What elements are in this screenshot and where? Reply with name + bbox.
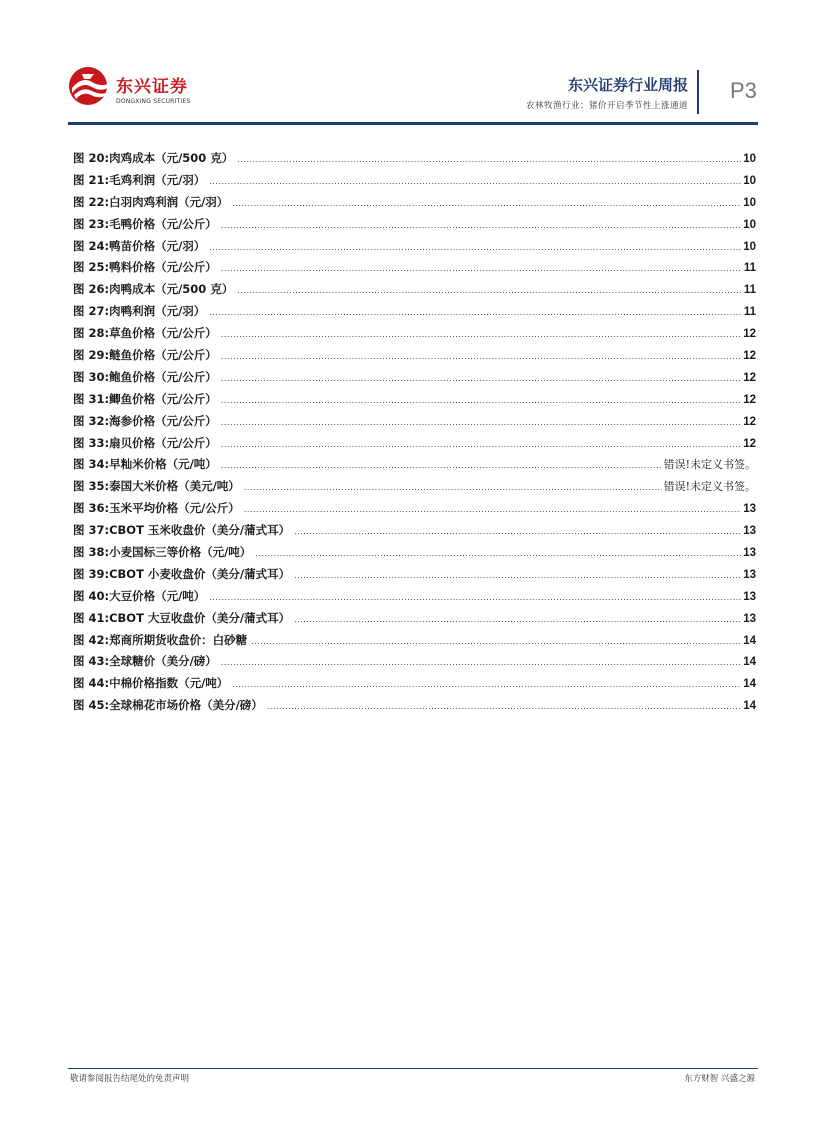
toc-entry-page: 13 [743, 547, 756, 560]
toc-entry-page: 12 [743, 328, 756, 341]
toc-leader-dots [221, 396, 741, 405]
toc-entry-label: 图 37:CBOT 玉米收盘价（美分/蒲式耳） [73, 523, 291, 538]
toc-entry[interactable] [73, 194, 756, 216]
toc-entry[interactable] [73, 303, 756, 325]
toc-entry-page: 12 [743, 415, 756, 428]
toc-leader-dots [221, 658, 741, 667]
toc-entry-page: 10 [743, 196, 756, 209]
toc-entry-label: 图 22:白羽肉鸡利润（元/羽） [73, 194, 229, 209]
toc-entry-page: 12 [743, 393, 756, 406]
toc-leader-dots [221, 221, 741, 230]
toc-entry-page: 错误!未定义书签。 [663, 458, 756, 472]
toc-entry[interactable] [73, 500, 756, 522]
toc-entry[interactable] [73, 697, 756, 719]
toc-entry-page: 14 [743, 634, 756, 647]
toc-entry-label: 图 28:草鱼价格（元/公斤） [73, 326, 217, 341]
toc-entry[interactable] [73, 347, 756, 369]
toc-entry-label: 图 24:鸭苗价格（元/羽） [73, 238, 206, 253]
toc-leader-dots [209, 177, 741, 186]
toc-leader-dots [209, 593, 741, 602]
toc-entry-page: 13 [743, 525, 756, 538]
toc-entry-label: 图 40:大豆价格（元/吨） [73, 588, 206, 603]
page-number: P3 [730, 78, 757, 103]
toc-entry-page: 13 [743, 568, 756, 581]
page-header [0, 0, 827, 130]
toc-entry-page: 11 [743, 262, 756, 275]
toc-leader-dots [221, 352, 741, 361]
toc-entry[interactable] [73, 632, 756, 654]
toc-entry-page: 错误!未定义书签。 [663, 480, 756, 494]
toc-leader-dots [267, 702, 741, 711]
toc-entry-label: 图 42:郑商所期货收盘价：白砂糖 [73, 632, 248, 647]
toc-entry-label: 图 25:鸭料价格（元/公斤） [73, 260, 217, 275]
toc-entry[interactable] [73, 675, 756, 697]
toc-entry-label: 图 43:全球糖价（美分/磅） [73, 654, 217, 669]
toc-entry[interactable] [73, 413, 756, 435]
toc-leader-dots [294, 615, 741, 624]
toc-entry-label: 图 33:扇贝价格（元/公斤） [73, 435, 217, 450]
toc-entry-label: 图 20:肉鸡成本（元/500 克） [73, 151, 234, 165]
footer-disclaimer: 敬请参阅报告结尾处的免责声明 [70, 1074, 190, 1084]
report-title: 东兴证券行业周报 [567, 76, 688, 94]
toc-entry[interactable] [73, 391, 756, 413]
toc-entry-page: 12 [743, 350, 756, 363]
toc-entry-page: 11 [743, 306, 756, 319]
toc-entry[interactable] [73, 435, 756, 457]
toc-entry-page: 13 [743, 503, 756, 516]
toc-leader-dots [209, 243, 741, 252]
toc-entry-label: 图 38:小麦国标三等价格（元/吨） [73, 545, 252, 560]
toc-leader-dots [221, 461, 662, 470]
toc-entry-label: 图 35:泰国大米价格（美元/吨） [73, 479, 240, 494]
figure-index-list [73, 150, 756, 719]
toc-entry[interactable] [73, 478, 756, 500]
toc-entry-page: 10 [743, 240, 756, 253]
toc-entry[interactable] [73, 172, 756, 194]
toc-entry[interactable] [73, 238, 756, 260]
toc-entry-page: 11 [743, 284, 756, 297]
toc-entry-page: 14 [743, 678, 756, 691]
toc-entry-page: 12 [743, 437, 756, 450]
toc-entry-page: 12 [743, 371, 756, 384]
toc-entry-label: 图 41:CBOT 大豆收盘价（美分/蒲式耳） [73, 610, 291, 625]
logo-mark-icon [68, 66, 112, 106]
toc-entry[interactable] [73, 216, 756, 238]
toc-entry[interactable] [73, 588, 756, 610]
report-subtitle: 农林牧渔行业：猪价开启季节性上涨通道 [525, 101, 688, 111]
toc-entry-label: 图 23:毛鸭价格（元/公斤） [73, 216, 217, 231]
toc-entry[interactable] [73, 369, 756, 391]
toc-entry-label: 图 39:CBOT 小麦收盘价（美分/蒲式耳） [73, 566, 291, 581]
toc-entry-label: 图 30:鲍鱼价格（元/公斤） [73, 369, 217, 384]
toc-entry[interactable] [73, 325, 756, 347]
toc-entry-label: 图 31:鲫鱼价格（元/公斤） [73, 391, 217, 406]
toc-entry-page: 10 [743, 218, 756, 231]
toc-entry[interactable] [73, 610, 756, 632]
toc-entry[interactable] [73, 259, 756, 281]
header-rule [68, 122, 758, 125]
toc-leader-dots [221, 264, 742, 273]
toc-entry-page: 13 [743, 612, 756, 625]
toc-leader-dots [294, 571, 741, 580]
toc-leader-dots [255, 549, 741, 558]
toc-entry-label: 图 44:中棉价格指数（元/吨） [73, 676, 229, 691]
toc-entry-label: 图 36:玉米平均价格（元/公斤） [73, 501, 240, 516]
toc-entry[interactable] [73, 653, 756, 675]
toc-entry-label: 图 27:肉鸭利润（元/羽） [73, 304, 206, 319]
toc-leader-dots [244, 505, 741, 514]
toc-leader-dots [232, 680, 741, 689]
toc-entry[interactable] [73, 456, 756, 478]
toc-leader-dots [209, 308, 742, 317]
toc-leader-dots [294, 527, 741, 536]
toc-leader-dots [251, 637, 741, 646]
toc-entry[interactable] [73, 150, 756, 172]
toc-entry-page: 14 [743, 656, 756, 669]
company-logo [68, 66, 208, 114]
toc-entry-page: 10 [743, 153, 756, 165]
toc-entry-label: 图 26:肉鸭成本（元/500 克） [73, 282, 234, 297]
toc-leader-dots [237, 286, 742, 295]
toc-leader-dots [237, 155, 741, 164]
toc-entry[interactable] [73, 544, 756, 566]
toc-leader-dots [221, 374, 741, 383]
toc-leader-dots [232, 199, 741, 208]
toc-entry-label: 图 29:鲢鱼价格（元/公斤） [73, 348, 217, 363]
toc-entry-label: 图 32:海参价格（元/公斤） [73, 413, 217, 428]
header-divider [697, 70, 699, 114]
toc-entry-label: 图 34:早籼米价格（元/吨） [73, 457, 217, 472]
logo-text-en: DONGXING SECURITIES [116, 98, 191, 105]
toc-entry-page: 13 [743, 590, 756, 603]
footer-slogan: 东方财智 兴盛之源 [684, 1074, 755, 1084]
footer-rule [68, 1068, 758, 1069]
toc-leader-dots [221, 418, 741, 427]
logo-text-cn: 东兴证券 [116, 77, 188, 97]
toc-entry[interactable] [73, 566, 756, 588]
toc-entry-page: 10 [743, 174, 756, 187]
toc-entry-label: 图 21:毛鸡利润（元/羽） [73, 172, 206, 187]
toc-leader-dots [221, 440, 741, 449]
toc-entry-page: 14 [743, 700, 756, 713]
toc-entry-label: 图 45:全球棉花市场价格（美分/磅） [73, 698, 263, 713]
toc-entry[interactable] [73, 522, 756, 544]
toc-leader-dots [221, 330, 741, 339]
toc-entry[interactable] [73, 281, 756, 303]
toc-leader-dots [244, 483, 662, 492]
